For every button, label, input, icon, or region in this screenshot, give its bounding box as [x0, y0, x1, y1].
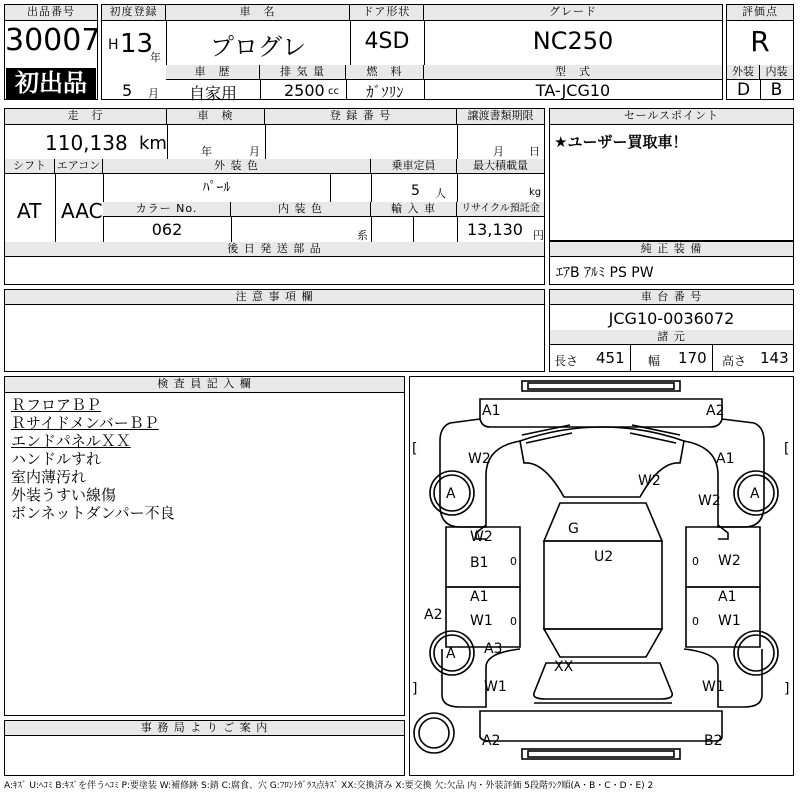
- grade-label: グレード: [424, 5, 722, 21]
- length-label: 長さ: [554, 354, 579, 368]
- mileage: 110,138: [45, 131, 128, 155]
- history-label: 車 歴: [166, 65, 260, 80]
- int-score: B: [770, 80, 783, 100]
- legend: A:ｷｽﾞ U:ﾍｺﾐ B:ｷｽﾞを伴うﾍｺﾐ P:要塗装 W:補修跡 S:錆 C:腐食、穴 G:ﾌﾛﾝﾄｶﾞﾗｽ点ｷｽﾞ XX:交換済み X:要交換 欠:欠品 内・外装評価 5段階ﾗﾝｸ順(A・B・C・D・E) 2: [4, 781, 654, 791]
- mark-bracket-right1: [: [784, 441, 790, 457]
- mark-w2-fender-left: W2: [468, 451, 491, 467]
- inspector-box: [4, 376, 405, 716]
- year-unit: 年: [150, 51, 161, 64]
- carname-label: 車 名: [166, 5, 350, 21]
- mark-g-windshield: G: [568, 521, 579, 537]
- regno-label: 登 録 番 号: [265, 109, 457, 125]
- first-listing-badge: 初出品: [6, 68, 96, 99]
- reg-label: 初度登録: [102, 5, 166, 21]
- lot-number: 30007: [5, 23, 101, 58]
- transfer-label: 譲渡書類期限: [457, 109, 544, 125]
- inspector-line-2: ＲサイドメンバーＢＰ: [11, 414, 159, 432]
- inspector-line-5: 室内薄汚れ: [11, 468, 87, 486]
- colorno: 062: [151, 220, 183, 239]
- mark-a2-front-right: A2: [706, 403, 725, 419]
- colorno-label: カラー No.: [103, 202, 231, 217]
- shift-label: シフト: [5, 159, 55, 174]
- sales-point-box: [549, 108, 794, 241]
- inspector-line-1: ＲフロアＢＰ: [11, 396, 102, 414]
- mark-w1-rdoor-right: W1: [718, 613, 741, 629]
- equipment-label: 純 正 装 備: [550, 242, 793, 257]
- intcolor-label: 内 装 色: [231, 202, 371, 217]
- mark-a-wheel-rl: A: [446, 646, 456, 662]
- displacement-unit: cc: [328, 86, 339, 97]
- mileage-label: 走 行: [5, 109, 167, 125]
- mark-a-wheel-fl: A: [446, 486, 456, 502]
- transfer-month-unit: 月: [493, 145, 504, 158]
- load-unit: kg: [529, 187, 542, 198]
- seating-unit: 人: [435, 187, 446, 200]
- mark-w1-quarter-left: W1: [484, 679, 507, 695]
- transfer-day-unit: 日: [529, 145, 540, 158]
- model: TA-JCG10: [535, 81, 611, 100]
- lot-label: 出品番号: [5, 5, 97, 21]
- later-parts-label: 後 日 発 送 部 品: [5, 242, 544, 257]
- color-label: 外 装 色: [103, 159, 371, 174]
- chassis-box: [549, 289, 794, 372]
- mark-w2-door-left: W2: [470, 529, 493, 545]
- mark-w2-fender-right: W2: [698, 493, 721, 509]
- inspector-line-6: 外装うすい線傷: [11, 486, 117, 504]
- length: 451: [596, 349, 625, 367]
- inspection-label: 車 検: [167, 109, 265, 125]
- month-unit: 月: [148, 87, 159, 100]
- intcolor-unit: 系: [357, 229, 368, 242]
- score-label: 評価点: [727, 5, 793, 21]
- inspector-line-4: ハンドルすれ: [11, 450, 102, 468]
- recycle-unit: 円: [533, 229, 544, 242]
- mark-a-wheel-fr: A: [750, 486, 760, 502]
- chassis-number: JCG10-0036072: [608, 309, 735, 328]
- mark-a2-side-left: A2: [424, 607, 443, 623]
- mark-xx-trunk: XX: [554, 659, 574, 675]
- height: 143: [760, 349, 789, 367]
- header-table: [101, 4, 723, 103]
- ext-score: D: [736, 80, 751, 100]
- score: R: [750, 25, 770, 58]
- mark-w1-quarter-right: W1: [702, 679, 725, 695]
- mark-a3-quarter-left: A3: [484, 641, 503, 657]
- equipment-text: ｴｱB ｱﾙﾐ PS PW: [556, 265, 654, 281]
- mark-zero-right2: 0: [692, 615, 699, 628]
- mark-a1-front-left: A1: [482, 403, 501, 419]
- recycle: 13,130: [467, 220, 523, 239]
- mark-zero-left2: 0: [510, 615, 517, 628]
- equipment-box: [549, 241, 794, 285]
- recycle-label: リサイクル預託金: [457, 202, 544, 217]
- insp-year-unit: 年: [201, 145, 212, 158]
- score-box: [726, 4, 794, 100]
- notes-label: 注 意 事 項 欄: [5, 290, 544, 305]
- mark-u2-roof: U2: [594, 549, 614, 565]
- reg-year: 13: [120, 29, 154, 59]
- era: H: [108, 37, 119, 53]
- displacement-label: 排 気 量: [260, 65, 346, 80]
- width: 170: [678, 349, 707, 367]
- inspector-label: 検 査 員 記 入 欄: [5, 377, 404, 393]
- fuel-label: 燃 料: [346, 65, 424, 80]
- mark-w2-hood: W2: [638, 473, 661, 489]
- door-label: ドア形状: [350, 5, 424, 21]
- inspector-line-7: ボンネットダンパー不良: [11, 504, 175, 522]
- history: 自家用: [188, 84, 237, 103]
- color: ﾊﾟｰﾙ: [202, 180, 231, 196]
- reg-month: 5: [122, 81, 133, 100]
- seating-label: 乗車定員: [371, 159, 457, 174]
- office-box: [4, 720, 405, 776]
- mark-a1-rdoor-left: A1: [470, 589, 489, 605]
- mark-b2-rear-right: B2: [704, 733, 723, 749]
- grade: NC250: [532, 27, 614, 55]
- model-label: 型 式: [424, 65, 722, 80]
- mark-bracket-left2: ]: [412, 681, 418, 697]
- lot-box: [4, 4, 101, 100]
- sales-label: セールスポイント: [550, 109, 793, 125]
- car-diagram-box: [409, 376, 794, 776]
- ac: AAC: [61, 199, 103, 223]
- vehicle-info-table: [4, 108, 545, 285]
- ac-label: エアコン: [55, 159, 103, 174]
- mark-b1-door-left: B1: [470, 555, 489, 571]
- width-label: 幅: [648, 354, 661, 368]
- seating: 5: [411, 183, 420, 199]
- inspector-line-3: エンドパネルＸＸ: [11, 432, 131, 450]
- fuel: ｶﾞｿﾘﾝ: [366, 83, 404, 101]
- mark-zero-left1: 0: [510, 555, 517, 568]
- int-label: 内装: [760, 65, 793, 80]
- mark-a1-fender-right: A1: [716, 451, 735, 467]
- displacement: 2500: [284, 81, 325, 100]
- mileage-unit: km: [139, 133, 167, 154]
- load-label: 最大積載量: [457, 159, 544, 174]
- sales-text: ★ユーザー買取車！: [554, 133, 688, 151]
- shift: AT: [17, 199, 42, 223]
- height-label: 高さ: [722, 354, 747, 368]
- carname: プログレ: [210, 33, 306, 61]
- mark-bracket-right2: ]: [784, 681, 790, 697]
- office-label: 事 務 局 よ り ご 案 内: [5, 721, 404, 736]
- insp-month-unit: 月: [249, 145, 260, 158]
- door: 4SD: [364, 29, 410, 54]
- import-label: 輸 入 車: [371, 202, 457, 217]
- mark-zero-right1: 0: [692, 555, 699, 568]
- mark-a2-rear-left: A2: [482, 733, 501, 749]
- dims-label: 諸 元: [550, 330, 793, 345]
- mark-w1-rdoor-left: W1: [470, 613, 493, 629]
- chassis-label: 車 台 番 号: [550, 290, 793, 305]
- mark-a1-rdoor-right: A1: [718, 589, 737, 605]
- notes-box: [4, 289, 545, 372]
- mark-bracket-left1: [: [412, 441, 418, 457]
- ext-label: 外装: [727, 65, 760, 80]
- mark-w2-door-right: W2: [718, 553, 741, 569]
- car-diagram: [410, 377, 793, 775]
